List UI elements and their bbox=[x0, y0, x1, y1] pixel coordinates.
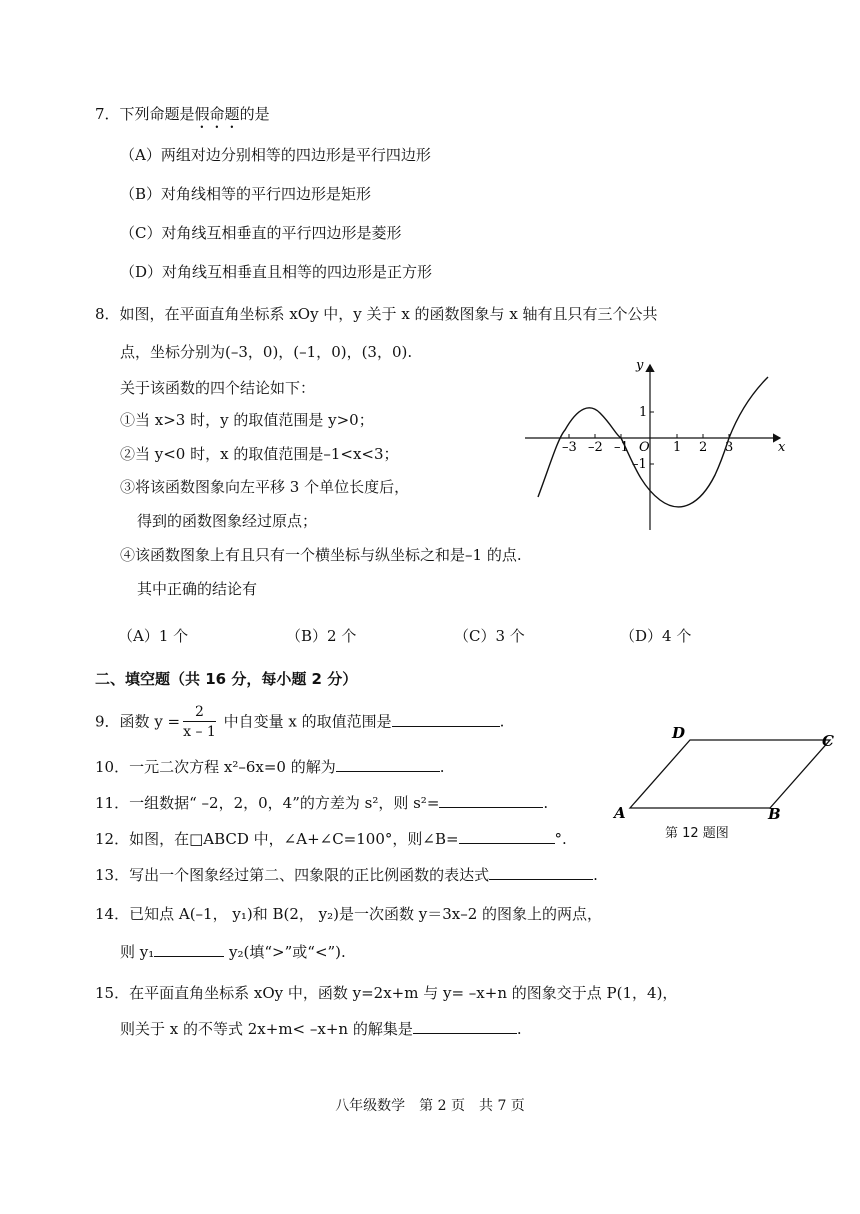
section-2-heading: 二、填空题（共 16 分，每小题 2 分） bbox=[95, 670, 358, 688]
q13-answer-blank[interactable] bbox=[489, 865, 593, 880]
q8-conclusion-4: ④该函数图象上有且只有一个横坐标与纵坐标之和是–1 的点. bbox=[120, 546, 522, 564]
q8-conclusion-2: ②当 y<0 时，x 的取值范围是–1<x<3； bbox=[120, 445, 399, 463]
x-tick-neg2: –2 bbox=[588, 440, 603, 455]
q8-line3: 关于该函数的四个结论如下： bbox=[120, 379, 316, 397]
q13: 13．写出一个图象经过第二、四象限的正比例函数的表达式 . bbox=[95, 866, 598, 884]
q12: 12．如图，在□ABCD 中，∠A+∠C=100°，则∠B= °. bbox=[95, 830, 567, 848]
vertex-d-label: D bbox=[672, 724, 686, 742]
y-tick-1: 1 bbox=[639, 405, 648, 420]
q14-line2: 则 y₁ y₂(填“>”或“<”). bbox=[120, 943, 346, 961]
q8-conclusion-1: ①当 x>3 时，y 的取值范围是 y>0； bbox=[120, 411, 374, 429]
q9-answer-blank[interactable] bbox=[392, 712, 500, 727]
q8-line2: 点，坐标分别为(–3，0)，(–1，0)，(3，0). bbox=[120, 343, 413, 361]
q8-option-c: （C）3 个 bbox=[454, 627, 525, 645]
q7-stem-emphasis: 假命题 bbox=[194, 105, 240, 123]
q11-answer-blank[interactable] bbox=[439, 793, 543, 808]
page-footer: 八年级数学 第 2 页 共 7 页 bbox=[335, 1098, 525, 1114]
x-tick-neg1: –1 bbox=[614, 440, 629, 455]
q14-line1: 14．已知点 A(–1， y₁)和 B(2， y₂)是一次函数 y＝3x–2 的图象上的两点， bbox=[95, 905, 603, 923]
q7-option-c: （C）对角线互相垂直的平行四边形是菱形 bbox=[120, 224, 402, 242]
y-axis-label: y bbox=[636, 358, 644, 373]
q9-fraction: $\frac{2}{x - 1}$ bbox=[183, 704, 216, 740]
q14-answer-blank[interactable] bbox=[154, 942, 224, 957]
q9: 9．函数 y = $\frac{2}{x - 1}$ 中自变量 x 的取值范围是 . bbox=[95, 704, 505, 740]
q7-stem: 7．下列命题是假命题的是 bbox=[95, 105, 270, 123]
q10-answer-blank[interactable] bbox=[336, 757, 440, 772]
q8-option-a: （A）1 个 bbox=[118, 627, 189, 645]
vertex-a-label: A bbox=[614, 804, 626, 822]
q8-ask: 其中正确的结论有 bbox=[137, 580, 258, 598]
x-axis-label: x bbox=[778, 440, 786, 455]
x-tick-2: 2 bbox=[699, 440, 708, 455]
x-tick-neg3: –3 bbox=[562, 440, 577, 455]
x-tick-3: 3 bbox=[725, 440, 734, 455]
q15-line2: 则关于 x 的不等式 2x+m< –x+n 的解集是 . bbox=[120, 1020, 522, 1038]
q7-option-b: （B）对角线相等的平行四边形是矩形 bbox=[120, 185, 372, 203]
q8-option-d: （D）4 个 bbox=[620, 627, 692, 645]
q15-answer-blank[interactable] bbox=[413, 1019, 517, 1034]
parallelogram-abcd bbox=[630, 740, 830, 808]
q8-line1: 8．如图，在平面直角坐标系 xOy 中，y 关于 x 的函数图象与 x 轴有且只有三个公共 bbox=[95, 305, 658, 323]
vertex-c-label: C bbox=[822, 732, 834, 750]
x-tick-1: 1 bbox=[673, 440, 682, 455]
q7-option-d: （D）对角线互相垂直且相等的四边形是正方形 bbox=[120, 263, 433, 281]
q11: 11．一组数据“ –2，2，0，4”的方差为 s²，则 s²= . bbox=[95, 794, 549, 812]
q15-line1: 15．在平面直角坐标系 xOy 中，函数 y=2x+m 与 y= –x+n 的图象交于点 P(1，4)， bbox=[95, 984, 678, 1002]
q8-conclusion-3b: 得到的函数图象经过原点； bbox=[137, 512, 318, 530]
q8-option-b: （B）2 个 bbox=[286, 627, 357, 645]
vertex-b-label: B bbox=[768, 805, 781, 823]
q8-function-graph bbox=[520, 355, 790, 535]
y-tick-neg1: –1 bbox=[632, 457, 647, 472]
q7-option-a: （A）两组对边分别相等的四边形是平行四边形 bbox=[120, 146, 431, 164]
q10: 10．一元二次方程 x²–6x=0 的解为 . bbox=[95, 758, 445, 776]
origin-label: O bbox=[639, 440, 650, 455]
q12-answer-blank[interactable] bbox=[459, 829, 555, 844]
q12-figure-caption: 第 12 题图 bbox=[665, 826, 729, 841]
q8-conclusion-3a: ③将该函数图象向左平移 3 个单位长度后， bbox=[120, 478, 410, 496]
